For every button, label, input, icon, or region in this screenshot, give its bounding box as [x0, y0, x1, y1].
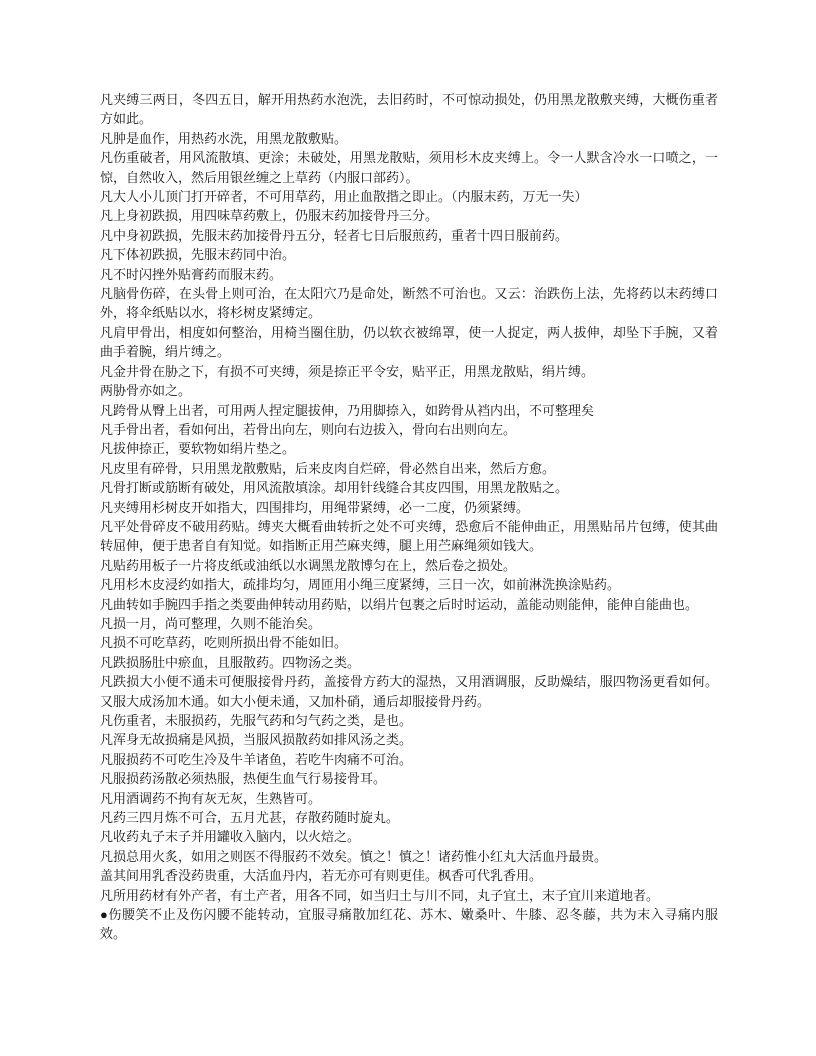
paragraph: 凡浑身无故损痛是风损，当服风损散药如排风汤之类。 [100, 732, 413, 748]
paragraph: 凡大人小儿顶门打开碎者，不可用草药，用止血散揩之即止。（内服末药，万无一失） [100, 189, 588, 205]
paragraph: 凡用酒调药不拘有灰无灰，生熟皆可。 [100, 790, 322, 806]
paragraph: 凡骨打断或筋断有破处，用风流散填涂。却用针线缝合其皮四围，用黑龙散贴之。 [100, 480, 569, 496]
paragraph: 凡收药丸子末子并用罐收入脑内，以火焙之。 [100, 829, 361, 845]
paragraph: 凡所用药材有外产者，有土产者，用各不同，如当归土与川不同，丸子宜土，末子宜川来道地者。 [100, 887, 660, 903]
paragraph: 凡用杉木皮浸约如指大，疏排均匀，周匝用小绳三度紧缚，三日一次，如前淋洗换涂贴药。 [100, 577, 621, 593]
paragraph: 凡拔伸捺正，要软物如绢片垫之。 [100, 441, 296, 457]
paragraph: 凡脑骨伤碎，在头骨上则可治，在太阳穴乃是命处，断然不可治也。又云：治跌伤上法，先将药以末药缚口外，将伞纸贴以水，将杉树皮紧缚定。 [100, 286, 718, 321]
paragraph: 凡皮里有碎骨，只用黑龙散敷贴，后来皮肉自烂碎，骨必然自出来，然后方愈。 [100, 460, 556, 476]
paragraph: 凡夹缚用杉树皮开如指大，四围排均，用绳带紧缚，必一二度，仍须紧缚。 [100, 499, 530, 515]
text-block [100, 90, 718, 944]
paragraph: 凡肩甲骨出，相度如何整治，用椅当圈住肋，仍以软衣被绵罩，使一人捉定，两人拔伸，却坠下手腕，又着曲手着腕，绢片缚之。 [100, 324, 718, 360]
paragraph: 凡肿是血作，用热药水洗，用黑龙散敷贴。 [100, 130, 348, 146]
paragraph: 凡药三四月炼不可合，五月尤甚，存散药随时旋丸。 [100, 810, 400, 826]
paragraph: 凡中身初跌损，先服末药加接骨丹五分，轻者七日后服煎药，重者十四日服前药。 [100, 227, 569, 243]
paragraph: 盖其间用乳香没药贵重，大活血丹内，若无亦可有则更佳。枫香可代乳香用。 [100, 868, 543, 884]
paragraph: 凡手骨出者，看如何出，若骨出向左，则向右边拔入，骨向右出则向左。 [100, 421, 517, 437]
paragraph-bullet: ●伤腰笑不止及伤闪腰不能转动，宜服寻痛散加红花、苏木、嫩桑叶、牛膝、忍冬藤，共为末入寻痛内服效。 [100, 907, 718, 942]
paragraph: 凡服损药不可吃生冷及牛羊诸鱼，若吃牛肉痛不可治。 [100, 751, 413, 767]
paragraph: 凡平处骨碎皮不破用药贴。缚夹大概看曲转折之处不可夹缚，恐愈后不能伸曲正，用黑贴吊片包缚，使其曲转屈伸，便于患者自有知觉。如指断正用苎麻夹缚，腿上用苎麻绳须如钱大。 [100, 518, 718, 554]
paragraph: 凡不时闪挫外贴膏药而服末药。 [100, 266, 283, 282]
paragraph: 凡跨骨从臀上出者，可用两人捏定腿拔伸，乃用脚捺入，如跨骨从裆内出，不可整理矣 [100, 402, 595, 418]
paragraph: 凡金井骨在胁之下，有损不可夹缚，须是捺正平令安，贴平正，用黑龙散贴，绢片缚。 [100, 363, 595, 379]
paragraph: 凡伤重者，未服损药，先服气药和匀气药之类，是也。 [100, 713, 413, 728]
paragraph: 凡夹缚三两日，冬四五日，解开用热药水泡洗，去旧药时，不可惊动损处，仍用黑龙散敷夹缚，大概伤重者方如此。 [100, 92, 718, 127]
paragraph: 凡损一月，尚可整理，久则不能治矣。 [100, 615, 322, 631]
paragraph: 凡下体初跌损，先服末药同中治。 [100, 247, 296, 263]
paragraph: 凡曲转如手腕四手指之类要曲伸转动用药贴，以绢片包裹之后时时运动，盖能动则能伸，能伸自能曲也。 [100, 596, 699, 612]
paragraph: 凡跌损大小便不通未可便服接骨丹药，盖接骨方药大的湿热，又用酒调服，反助燥结，服四物汤更看如何。又服大成汤加木通。如大小便未通，又加朴硝，通后却服接骨丹药。 [100, 674, 718, 709]
paragraph: 凡伤重破者，用风流散填、更涂；未破处，用黑龙散贴，须用杉木皮夹缚上。令一人默含冷水一口喷之，一惊，自然收入，然后用银丝缠之上草药（内服口部药）。 [100, 150, 718, 185]
paragraph: 凡损不可吃草药，吃则所损出骨不能如旧。 [100, 635, 348, 651]
paragraph: 凡跌损肠肚中瘀血，且服散药。四物汤之类。 [100, 654, 361, 670]
paragraph: 凡贴药用板子一片将皮纸或油纸以水调黑龙散博匀在上，然后卷之损处。 [100, 557, 517, 573]
paragraph: 两胁骨亦如之。 [100, 383, 192, 399]
paragraph: 凡服损药汤散必须热服，热便生血气行易接骨耳。 [100, 771, 387, 787]
paragraph: 凡上身初跌损，用四味草药敷上，仍服末药加接骨丹三分。 [100, 208, 439, 224]
paragraph: 凡损总用火炙，如用之则医不得服药不效矣。慎之！慎之！诸药惟小红丸大活血丹最贵。 [100, 848, 608, 864]
